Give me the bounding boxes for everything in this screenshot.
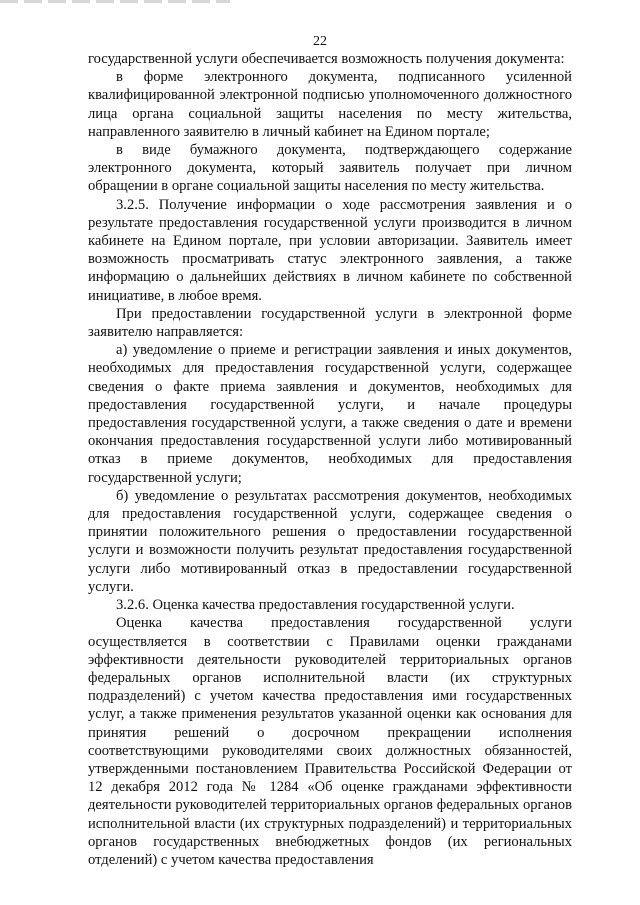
paragraph-quality-assessment: Оценка качества предоставления государственной услуги осуществляется в соответствии с Правилами оценки гражданами эффективности деятельности руководителей территориальных органов федеральных органов исполнительной власти (их структурных подразделений) с учетом качества предоставления ими государственных услуг, а также применения результатов указанной оценки как основания для принятия решений о досрочном прекращении исполнения соответствующими руководителями своих должностных обязанностей, утвержденными постановлением Правительства Российской Федерации от 12 декабря 2012 года № 1284 «Об оценке гражданами эффективности деятельности руководителей территориальных органов федеральных органов исполнительной власти (их структурных подразделений) и территориальных органов государственных внебюджетных фондов (их региональных отделений) с учетом качества предоставления <box>88 615 572 868</box>
paragraph-electronic-form: в форме электронного документа, подписанного усиленной квалифицированной электронной подписью уполномоченного должностного лица органа социальной защиты населения по месту жительства, направленного заявителю в личный кабинет на Едином портале; <box>88 69 572 140</box>
document-body <box>88 50 572 869</box>
paragraph-3-2-5: 3.2.5. Получение информации о ходе рассмотрения заявления и о результате предоставления государственной услуги производится в личном кабинете на Едином портале, при условии авторизации. Заявитель имеет возможность просматривать статус электронного заявления, а также информацию о дальнейших действиях в личном кабинете по собственной инициативе, в любое время. <box>88 196 572 304</box>
paragraph-continuation: государственной услуги обеспечивается возможность получения документа: <box>88 51 565 67</box>
page-number: 22 <box>313 34 327 49</box>
paragraph-item-a: а) уведомление о приеме и регистрации заявления и иных документов, необходимых для предоставления государственной услуги, содержащее сведения о факте приема заявления и документов, необходимых для предоставления государственной услуги, и начале процедуры предоставления государственной услуги, а также сведения о дате и времени окончания предоставления государственной услуги либо мотивированный отказ в приеме документов, необходимых для предоставления государственной услуги; <box>88 342 572 486</box>
paragraph-3-2-6-heading: 3.2.6. Оценка качества предоставления государственной услуги. <box>116 597 515 614</box>
paragraph-paper-form: в виде бумажного документа, подтверждающего содержание электронного документа, который заявитель получает при личном обращении в органе социальной защиты населения по месту жительства. <box>88 142 572 195</box>
scan-artifact <box>0 0 230 3</box>
paragraph-notifications-intro: При предоставлении государственной услуги в электронной форме заявителю направляется: <box>88 305 572 341</box>
paragraph-item-b: б) уведомление о результатах рассмотрения документов, необходимых для предоставления государственной услуги, содержащее сведения о принятии положительного решения о предоставлении государственной услуги и возможности получить результат предоставления государственной услуги либо мотивированный отказ в предоставлении государственной услуги. <box>88 487 572 595</box>
